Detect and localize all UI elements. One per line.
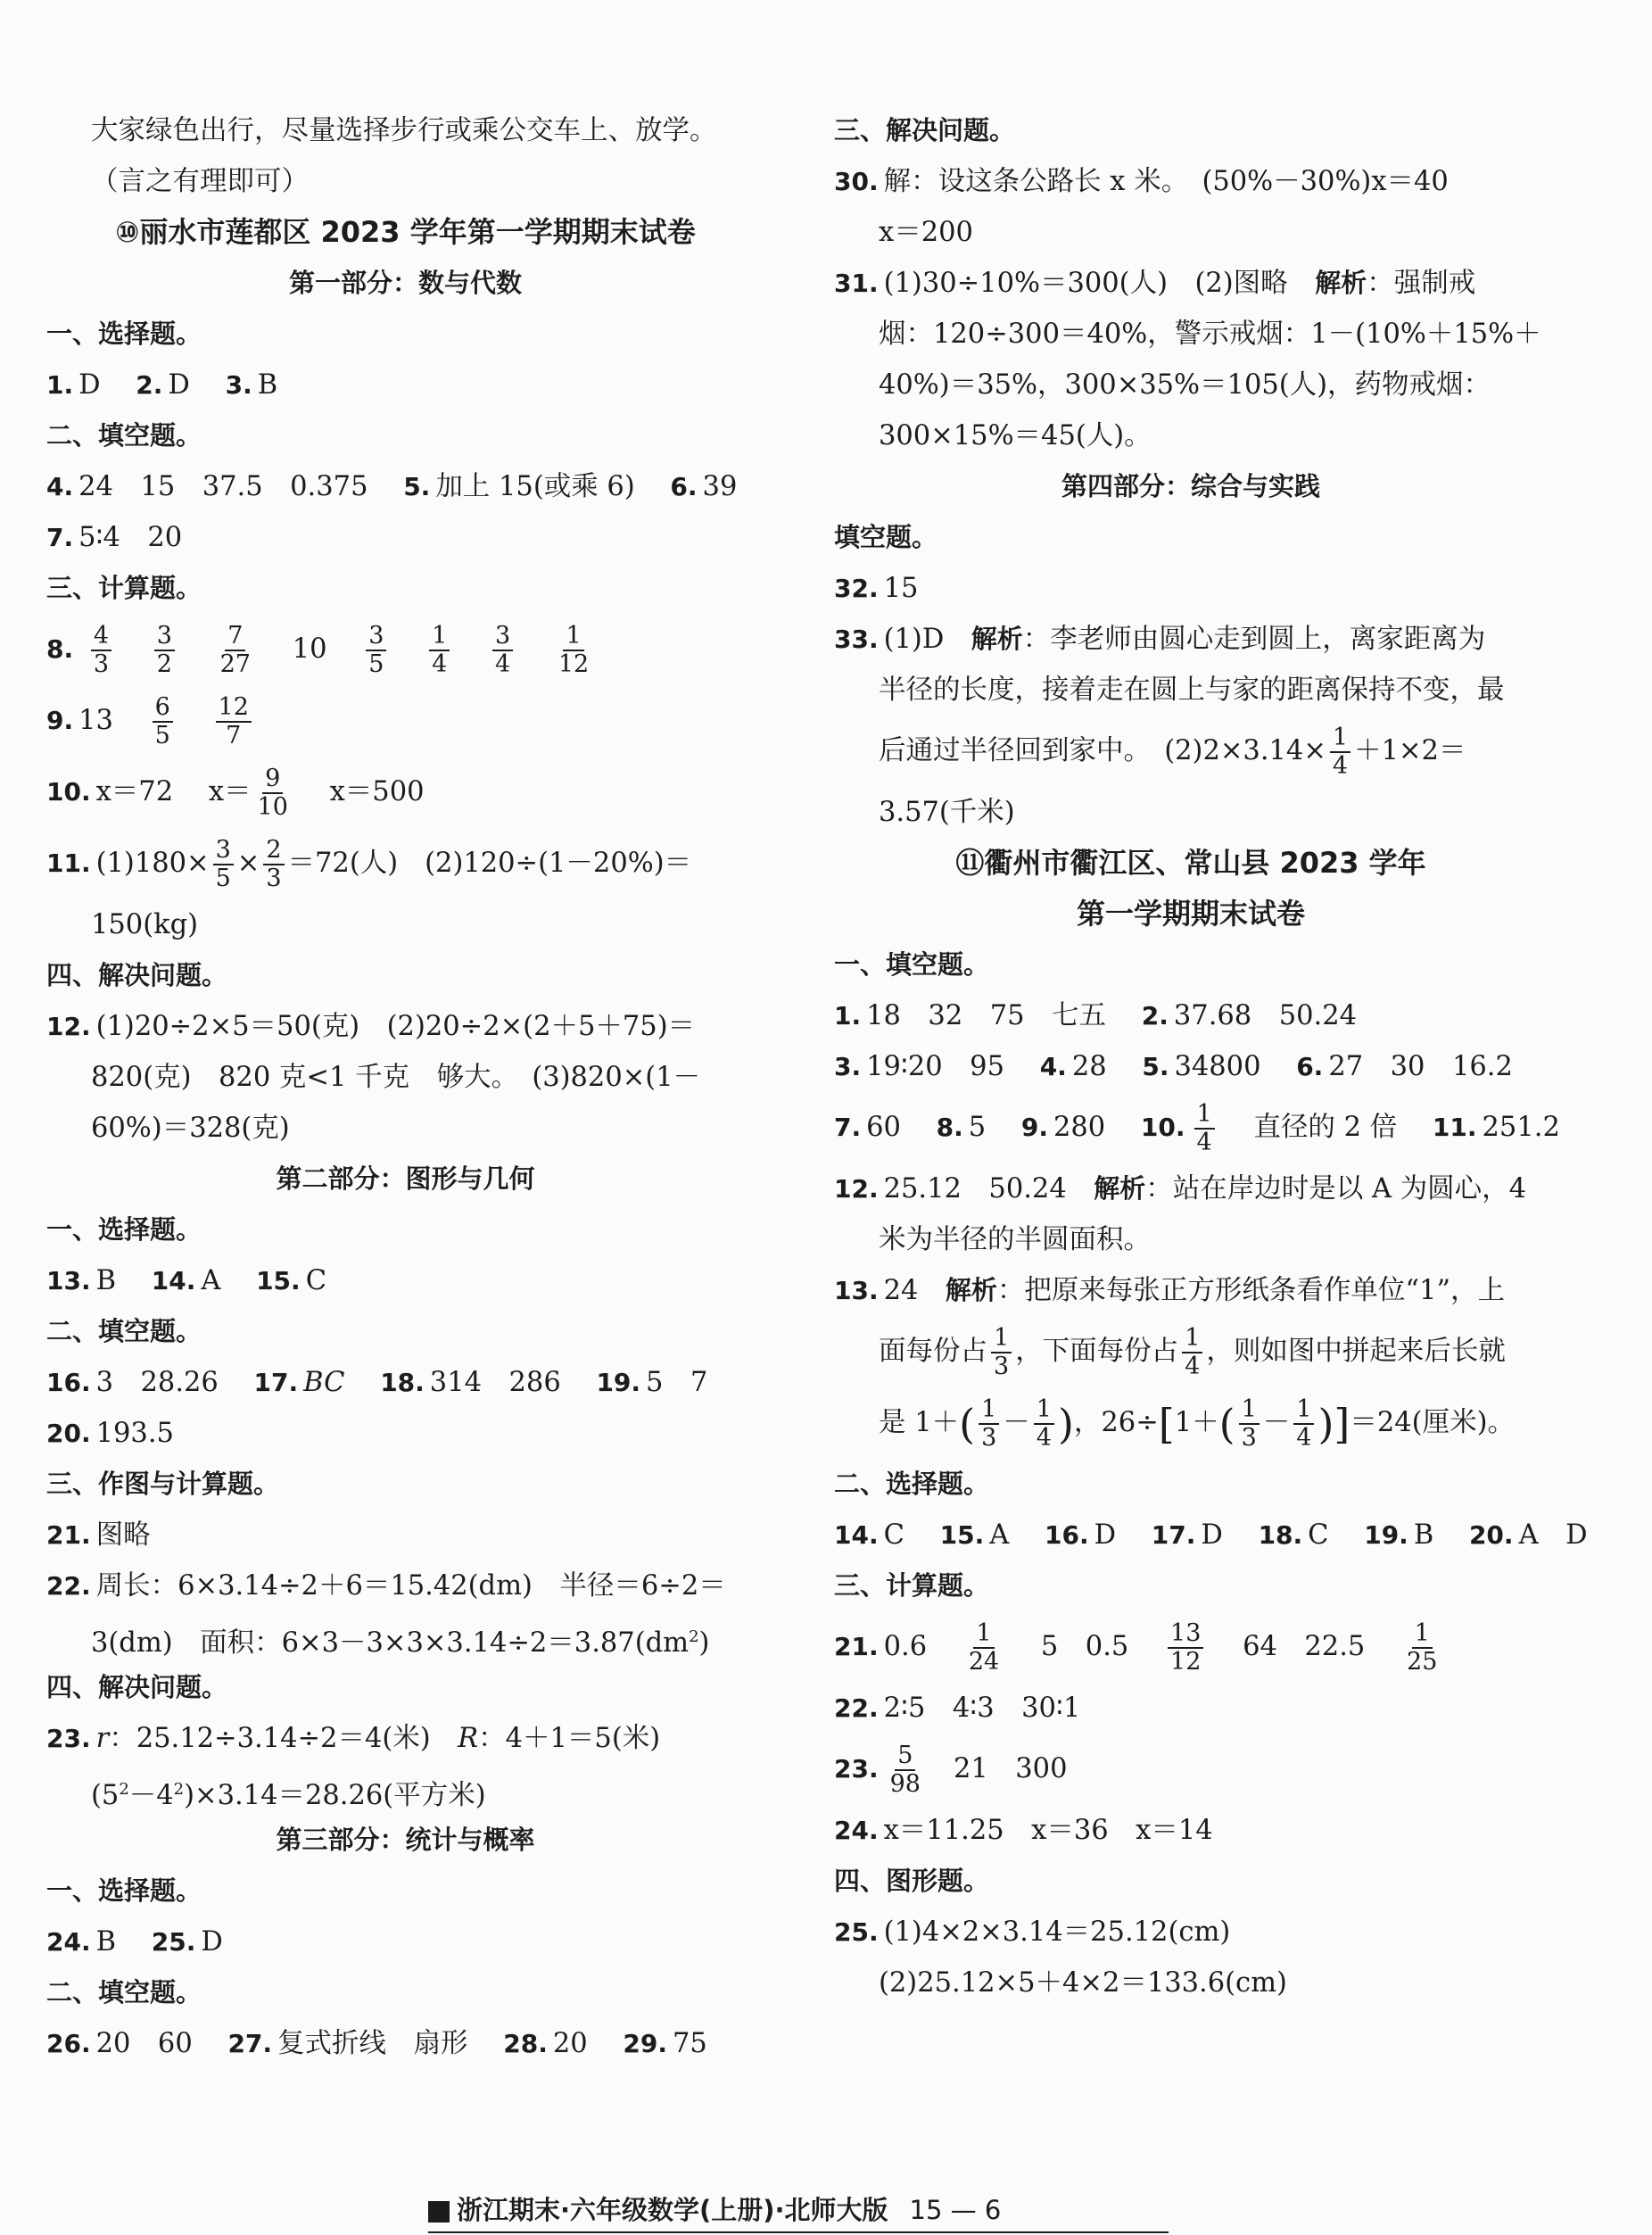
part-heading: 第四部分：综合与实践 [1061, 471, 1320, 501]
answer-line: 23. r：25.12÷3.14÷2＝4(米) R：4＋1＝5(米) [46, 1723, 661, 1754]
answer-line: 3.57(千米) [879, 797, 1015, 828]
part-heading: 第一部分：数与代数 [288, 268, 522, 298]
right-column [834, 105, 1588, 2008]
answer-line: 21. 0.6 $\frac{1}{24}$ 5 0.5 $\frac{13}{12}$ 64 22.5 $\frac{1}{25}$ [834, 1619, 1438, 1676]
paper-title: 第一学期期末试卷 [1076, 897, 1305, 931]
answer-line: (2)25.12×5＋4×2＝133.6(cm) [879, 1967, 1287, 1999]
answer-line: 25. (1)4×2×3.14＝25.12(cm) [834, 1916, 1231, 1948]
answer-line: 米为半径的半圆面积。 [879, 1224, 1151, 1255]
answer-line: 4. 24 15 37.5 0.375 5. 加上 15(或乘 6) 6. 39 [46, 471, 738, 502]
section-heading: 二、填空题。 [46, 1977, 202, 2007]
answer-line: 7. 60 8. 5 9. 280 10. $\frac{1}{4}$ 直径的 2 倍 11. 251.2 [834, 1100, 1560, 1156]
section-heading: 四、图形题。 [834, 1866, 990, 1896]
answer-line: 13. B 14. A 15. C [46, 1265, 327, 1296]
section-heading: 三、作图与计算题。 [46, 1469, 280, 1499]
answer-line: 21. 图略 [46, 1519, 151, 1551]
answer-line: 33. (1)D 解析：李老师由圆心走到圆上，离家距离为 [834, 624, 1486, 655]
paper-title: ⑪衢州市衢江区、常山县 2023 学年 [955, 846, 1426, 880]
answer-line: $(5^2-4^2)\times 3.14=28.26$(平方米) [91, 1780, 486, 1812]
section-heading: 一、选择题。 [46, 1214, 202, 1245]
answer-line: 150(kg) [91, 909, 199, 940]
left-column [46, 105, 764, 2069]
answer-line: 26. 20 60 27. 复式折线 扇形 28. 20 29. 75 [46, 2028, 707, 2059]
answer-line: 22. 周长：6×3.14÷2＋6＝15.42(dm) 半径＝6÷2＝ [46, 1570, 726, 1602]
paper-title: ⑩丽水市莲都区 2023 学年第一学期期末试卷 [115, 215, 696, 249]
answer-line: 300×15%＝45(人)。 [879, 420, 1152, 451]
answer-line: 24. B 25. D [46, 1926, 223, 1958]
answer-line: 是 1＋( $\frac{1}{3}$ － $\frac{1}{4}$ )，26÷[1＋( $\frac{1}{3}$ － $\frac{1}{4}$ )]＝24(厘米)。 [879, 1395, 1515, 1452]
section-heading: 三、计算题。 [46, 573, 202, 603]
answer-line: 820(克) 820 克<1 千克 够大。 (3)820×(1－ [91, 1062, 701, 1093]
part-heading: 第三部分：统计与概率 [276, 1825, 535, 1855]
answer-line: 31. (1)30÷10%＝300(人) (2)图略 解析：强制戒 [834, 268, 1476, 299]
part-heading: 第二部分：图形与几何 [276, 1163, 535, 1194]
section-heading: 四、解决问题。 [46, 1672, 228, 1702]
section-heading: 二、填空题。 [46, 1316, 202, 1346]
answer-line: 半径的长度，接着走在圆上与家的距离保持不变，最 [879, 675, 1505, 706]
answer-line: 12. 25.12 50.24 解析：站在岸边时是以 A 为圆心，4 [834, 1173, 1527, 1204]
section-heading: 一、选择题。 [46, 319, 202, 349]
section-heading: 二、填空题。 [46, 420, 202, 451]
answer-line: 9. 13 $\frac{6}{5}$ $\frac{12}{7}$ [46, 685, 764, 757]
answer-line: 11. (1)180× $\frac{3}{5}$ × $\frac{2}{3}$ ＝72(人) (2)120÷(1－20%)＝ [46, 836, 692, 892]
answer-line: 后通过半径回到家中。 (2)2×3.14× $\frac{1}{4}$ ＋1×2＝ [879, 724, 1466, 780]
answer-line: 1. D 2. D 3. B [46, 369, 278, 401]
answer-line: 10. x＝72 x＝ $\frac{9}{10}$ x＝500 [46, 765, 425, 821]
answer-line: 22. 2∶5 4∶3 30∶1 [834, 1693, 1081, 1724]
section-heading: 三、计算题。 [834, 1570, 990, 1601]
footer-mark-icon [428, 2201, 450, 2223]
section-heading: 填空题。 [834, 522, 938, 552]
page-number: 15 — 6 [909, 2195, 1002, 2225]
answer-line: 24. x＝11.25 x＝36 x＝14 [834, 1815, 1213, 1846]
answer-line: 40%)＝35%，300×35%＝105(人)，药物戒烟： [879, 369, 1491, 401]
answer-line: 8. $\frac{4}{3}$ $\frac{3}{2}$ $\frac{7}{27}$ 10 $\frac{3}{5}$ $\frac{1}{4}$ $\frac{3}{4}$ $\frac{1}{12}$ [46, 622, 590, 678]
answer-line: 20. 193.5 [46, 1418, 174, 1449]
answer-line: 1. 18 32 75 七五 2. 37.68 50.24 [834, 1000, 1358, 1031]
section-heading: 四、解决问题。 [46, 960, 228, 990]
footer-title: 浙江期末·六年级数学(上册)·北师大版 [457, 2195, 888, 2225]
answer-line: 32. 15 [834, 573, 919, 604]
answer-line: 3(dm) 面积：$6\times 3-3\times 3\times 3.14\div 2=3.87(dm^2)$ [91, 1627, 710, 1660]
page-footer [428, 2190, 1169, 2233]
section-heading: 一、选择题。 [46, 1875, 202, 1906]
section-heading: 二、选择题。 [834, 1469, 990, 1499]
answer-line: x＝200 [879, 217, 973, 248]
text-line: （言之有理即可） [91, 166, 309, 197]
text-line: 大家绿色出行，尽量选择步行或乘公交车上、放学。 [91, 115, 717, 146]
section-heading: 三、解决问题。 [834, 115, 1016, 145]
answer-line: 12. (1)20÷2×5＝50(克) (2)20÷2×(2＋5＋75)＝ [46, 1011, 696, 1042]
answer-line: 3. 19∶20 95 4. 28 5. 34800 6. 27 30 16.2 [834, 1051, 1513, 1082]
answer-line: 23. $\frac{5}{98}$ 21 300 [834, 1742, 1068, 1798]
answer-line: 60%)＝328(克) [91, 1113, 290, 1144]
answer-line: 14. C 15. A 16. D 17. D 18. C 19. B 20. A D [834, 1519, 1588, 1551]
answer-line: 7. 5∶4 20 [46, 522, 183, 553]
answer-line: 16. 3 28.26 17. BC 18. 314 286 19. 5 7 [46, 1367, 708, 1398]
answer-line: 30. 解：设这条公路长 x 米。 (50%－30%)x＝40 [834, 166, 1449, 197]
answer-line: 面每份占 $\frac{1}{3}$ ，下面每份占 $\frac{1}{4}$ ，则如图中拼起来后长就 [879, 1324, 1506, 1380]
answer-line: 烟：120÷300＝40%，警示戒烟：1－(10%＋15%＋ [879, 319, 1541, 350]
answer-line: 13. 24 解析：把原来每张正方形纸条看作单位“1”，上 [834, 1275, 1506, 1306]
section-heading: 一、填空题。 [834, 949, 990, 980]
